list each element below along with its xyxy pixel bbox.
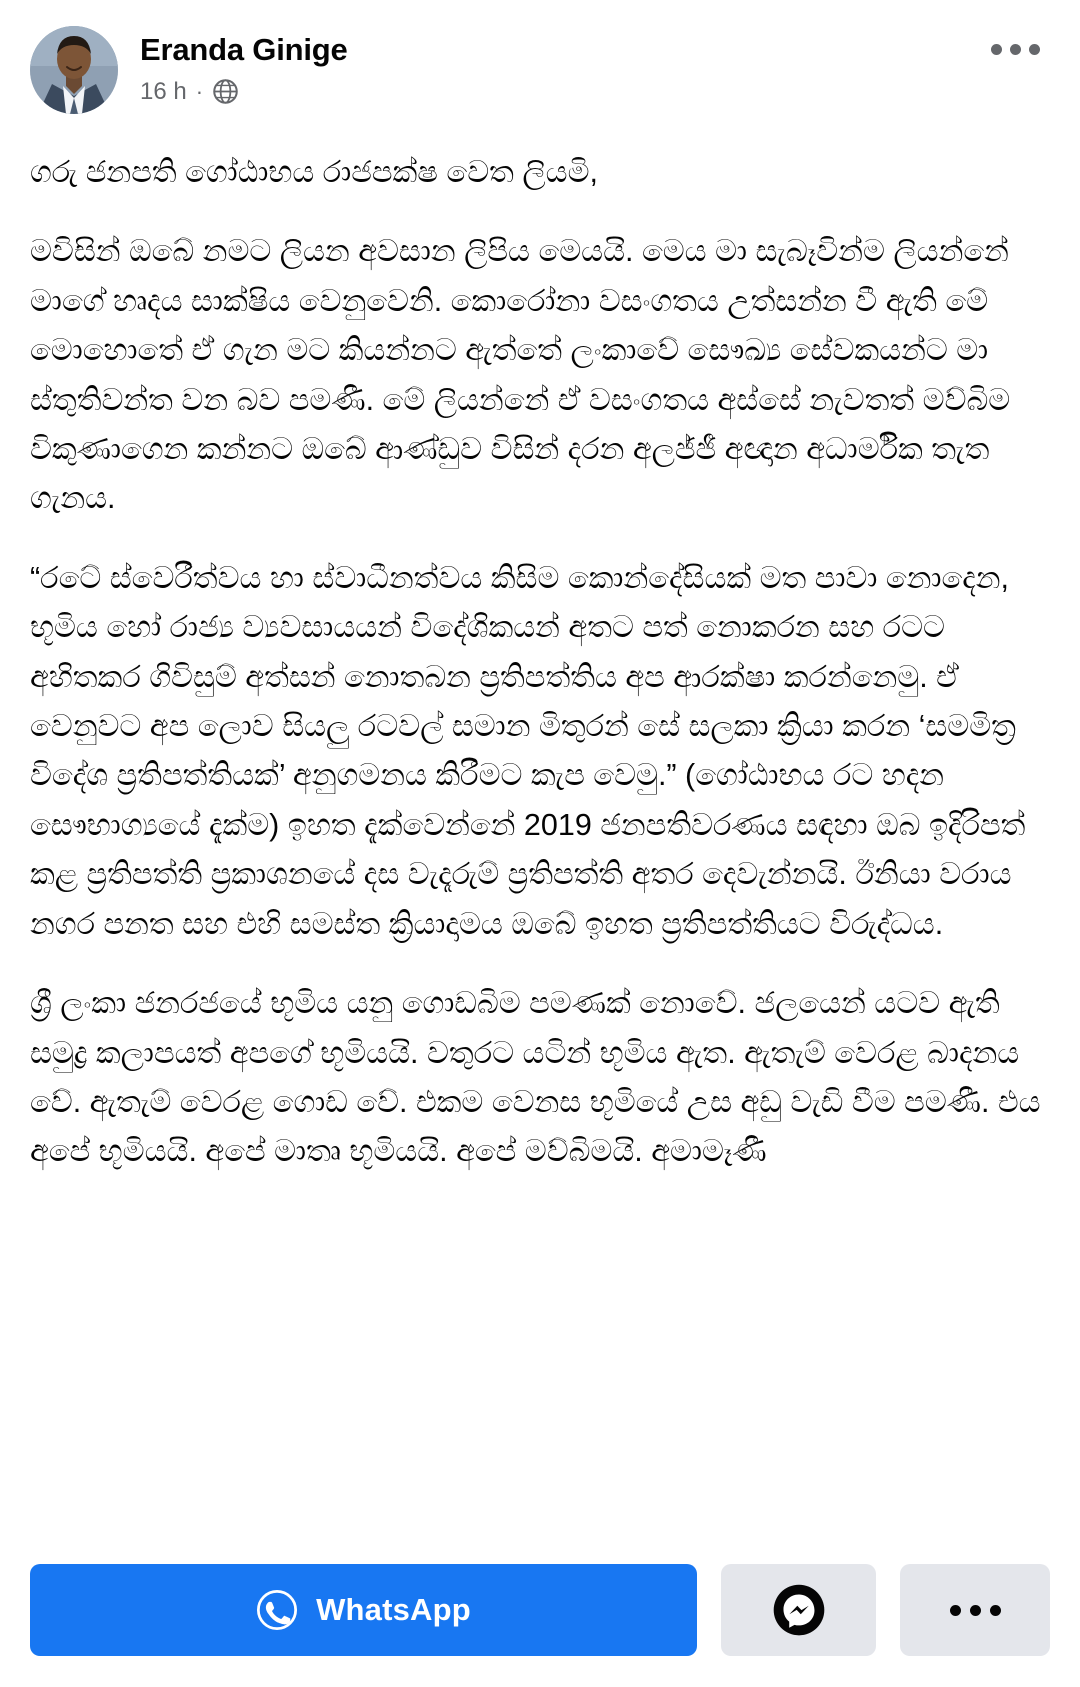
whatsapp-share-button[interactable] xyxy=(30,1564,697,1656)
whatsapp-share-label: WhatsApp xyxy=(316,1592,471,1627)
ellipsis-dot-1 xyxy=(991,44,1002,55)
post-header-text xyxy=(140,26,348,106)
ellipsis-dot-2 xyxy=(970,1605,981,1616)
post-paragraph-1: ගරු ජනපති ගෝඨාභය රාජපක්ෂ වෙත ලියමි, xyxy=(30,155,598,189)
ellipsis-dot-3 xyxy=(990,1605,1001,1616)
post-paragraph-3: “රටේ ස්වෙරීත්වය හා ස්වාධීනත්වය කිසිම කොන්දේසියක් මත පාවා නොදෙන, භූමිය හෝ රාජ්‍ය ව්‍යවසායයන් විදේශිකයන් අතට පත් නොකරන සහ රටට අහිතකර ගිවිසුම් අත්සන් නොතබන ප්‍රතිපත්තිය අප ආරක්ෂා කරන්නෙමු. ඒ වෙනුවට අප ලොව සියලු රටවල් සමාන මිතුරන් සේ සලකා ක්‍රියා කරන ‘සමමිත්‍ර විදේශ ප්‍රතිපත්තියක්’ අනුගමනය කිරීමට කැප වෙමු.” (ගෝඨාභය රට හදන සෞභාග්‍යයේ දැක්ම) ඉහත දැක්වෙන්නේ 2019 ජනපතිවරණය සඳහා ඔබ ඉදිරිපත් කළ ප්‍රතිපත්ති ප්‍රකාශනයේ දස වැදෑරුම් ප්‍රතිපත්ති අතර දෙවැන්නයි. ඊනියා වරාය නගර පනත සහ එහි සමස්ත ක්‍රියාදාමය ඔබේ ඉහත ප්‍රතිපත්තියට විරුද්ධය. xyxy=(30,560,1026,941)
globe-icon[interactable] xyxy=(212,78,239,105)
meta-separator: · xyxy=(195,78,204,104)
messenger-share-button[interactable] xyxy=(721,1564,876,1656)
whatsapp-icon xyxy=(256,1589,298,1631)
share-action-bar xyxy=(0,1555,1080,1687)
more-share-options-button[interactable] xyxy=(900,1564,1050,1656)
messenger-icon xyxy=(772,1583,826,1637)
post-paragraph-4: ශ්‍රී ලංකා ජනරජයේ භූමිය යනු ගොඩබිම පමණක් නොවේ. ජලයෙන් යටව ඇති සමුද්‍ර කලාපයත් අපගේ භූමියයි. වතුරට යටින් භූමිය ඇත. ඇතැම් වෙරළ බාදනය වේ. ඇතැම් වෙරළ ගොඩ වේ. එකම වෙනස භූමියේ උස අඩු වැඩි වීම පමණී. එය අපේ භූමියයි. අපේ මාතෘ භූමියයි. අපේ මව්බිමයි. අමාමෑණී xyxy=(30,986,1041,1169)
post-meta xyxy=(140,78,348,106)
post-timestamp[interactable]: 16 h xyxy=(140,77,187,105)
post-more-options-button[interactable] xyxy=(985,38,1046,61)
author-name[interactable]: Eranda Ginige xyxy=(140,32,348,67)
ellipsis-dot-3 xyxy=(1029,44,1040,55)
avatar[interactable] xyxy=(30,26,118,114)
post-paragraph-2: මවිසින් ඔබේ නමට ලියන අවසාන ලිපිය මෙයයි. මෙය මා සැබෑවින්ම ලියන්නේ මාගේ හෘදය සාක්ෂිය වෙනුවෙනි. කොරෝනා වසංගතය උත්සන්න වී ඇති මේ මොහොතේ ඒ ගැන මට කියන්නට ඇත්තේ ලංකාවේ සෞඛ්‍ය සේවකයන්ට මා ස්තුතිවන්ත වන බව පමණී. මේ ලියන්නේ ඒ වසංගතය අස්සේ නැවතත් මව්බිම විකුණාගෙන කන්නට ඔබේ ආණ්ඩුව විසින් දරන අලජ්ජී අඥාන අධාර්මික තැත ගැනය. xyxy=(30,234,1011,516)
ellipsis-dot-1 xyxy=(950,1605,961,1616)
post-body xyxy=(0,122,1080,1555)
post-header xyxy=(0,0,1080,122)
ellipsis-dot-2 xyxy=(1010,44,1021,55)
